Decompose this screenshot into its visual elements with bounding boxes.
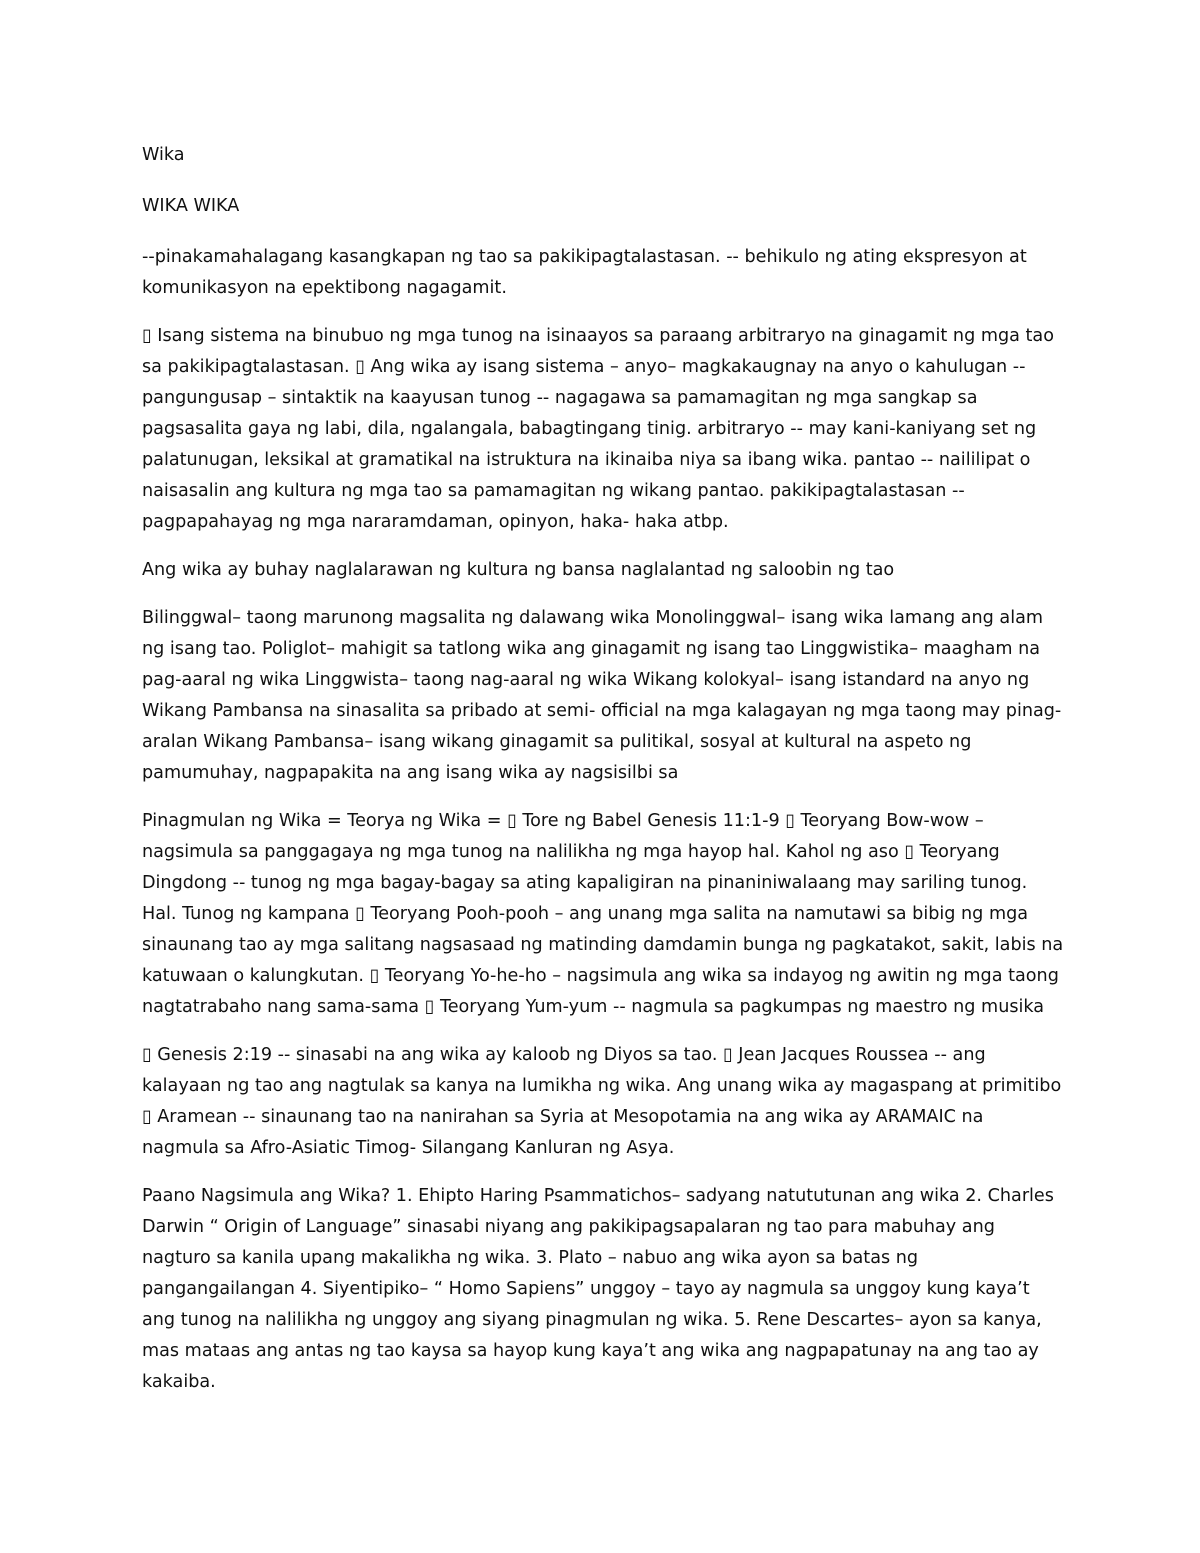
paragraph-theories: Pinagmulan ng Wika = Teorya ng Wika = ▯ Tore ng Babel Genesis 11:1-9 ▯ Teoryang Bow-wow – nagsimula sa panggagaya ng mga tunog na nalilikha ng mga hayop hal. Kahol ng aso ▯ Teoryang Dingdong -- tunog ng mga bagay-bagay sa ating kapaligiran na pinaniniwalaang may sariling tunog. Hal. Tunog ng kampana ▯ Teoryang Pooh-pooh – ang unang mga salita na namutawi sa bibig ng mga sinaunang tao ay mga salitang nagsasaad ng matinding damdamin bunga ng pagkatakot, sakit, labis na katuwaan o kalungkutan. ▯ Teoryang Yo-he-ho – nagsimula ang wika sa indayog ng awitin ng mga taong nagtatrabaho nang sama-sama ▯ Teoryang Yum-yum -- nagmula sa pagkumpas ng maestro ng musika bbox=[142, 811, 1064, 1017]
document-body bbox=[142, 140, 1064, 1415]
paragraph-sistema: ▯ Isang sistema na binubuo ng mga tunog na isinaayos sa paraang arbitraryo na ginagamit ng mga tao sa pakikipagtalastasan. ▯ Ang wika ay isang sistema – anyo– magkakaugnay na anyo o kahulugan -- pangungusap – sintaktik na kaayusan tunog -- nagagawa sa pamamagitan ng mga sangkap sa pagsasalita gaya ng labi, dila, ngalangala, babagtingang tinig. arbitraryo -- may kani-kaniyang set ng palatunugan, leksikal at gramatikal na istruktura na ikinaiba niya sa ibang wika. pantao -- naililipat o naisasalin ang kultura ng mga tao sa pamamagitan ng wikang pantao. pakikipagtalastasan -- pagpapahayag ng mga nararamdaman, opinyon, haka- haka atbp. bbox=[142, 326, 1054, 532]
document-subtitle: WIKA WIKA bbox=[142, 196, 240, 216]
paragraph-terms: Bilinggwal– taong marunong magsalita ng dalawang wika Monolinggwal– isang wika lamang ang alam ng isang tao. Poliglot– mahigit sa tatlong wika ang ginagamit ng isang tao Linggwistika– maagham na pag-aaral ng wika Linggwista– taong nag-aaral ng wika Wikang kolokyal– isang istandard na anyo ng Wikang Pambansa na sinasalita sa pribado at semi- official na mga kalagayan ng mga taong may pinag-aralan Wikang Pambansa– isang wikang ginagamit sa pulitikal, sosyal at kultural na aspeto ng pamumuhay, nagpapakita na ang isang wika ay nagsisilbi sa bbox=[142, 608, 1062, 783]
paragraph-origins: ▯ Genesis 2:19 -- sinasabi na ang wika ay kaloob ng Diyos sa tao. ▯ Jean Jacques Roussea -- ang kalayaan ng tao ang nagtulak sa kanya na lumikha ng wika. Ang unang wika ay magaspang at primitibo ▯ Aramean -- sinaunang tao na nanirahan sa Syria at Mesopotamia na ang wika ay ARAMAIC na nagmula sa Afro-Asiatic Timog- Silangang Kanluran ng Asya. bbox=[142, 1045, 1062, 1158]
paragraph-buhay: Ang wika ay buhay naglalarawan ng kultura ng bansa naglalantad ng saloobin ng tao bbox=[142, 560, 895, 580]
document-title: Wika bbox=[142, 145, 185, 165]
paragraph-paano: Paano Nagsimula ang Wika? 1. Ehipto Haring Psammatichos– sadyang natututunan ang wika 2. Charles Darwin “ Origin of Language” sinasabi niyang ang pakikipagsapalaran ng tao para mabuhay ang nagturo sa kanila upang makalikha ng wika. 3. Plato – nabuo ang wika ayon sa batas ng pangangailangan 4. Siyentipiko– “ Homo Sapiens” unggoy – tayo ay nagmula sa unggoy kung kaya’t ang tunog na nalilikha ng unggoy ang siyang pinagmulan ng wika. 5. Rene Descartes– ayon sa kanya, mas mataas ang antas ng tao kaysa sa hayop kung kaya’t ang wika ang nagpapatunay na ang tao ay kakaiba. bbox=[142, 1186, 1054, 1392]
paragraph-definition: --pinakamahalagang kasangkapan ng tao sa pakikipagtalastasan. -- behikulo ng ating ekspresyon at komunikasyon na epektibong nagagamit. bbox=[142, 247, 1027, 298]
